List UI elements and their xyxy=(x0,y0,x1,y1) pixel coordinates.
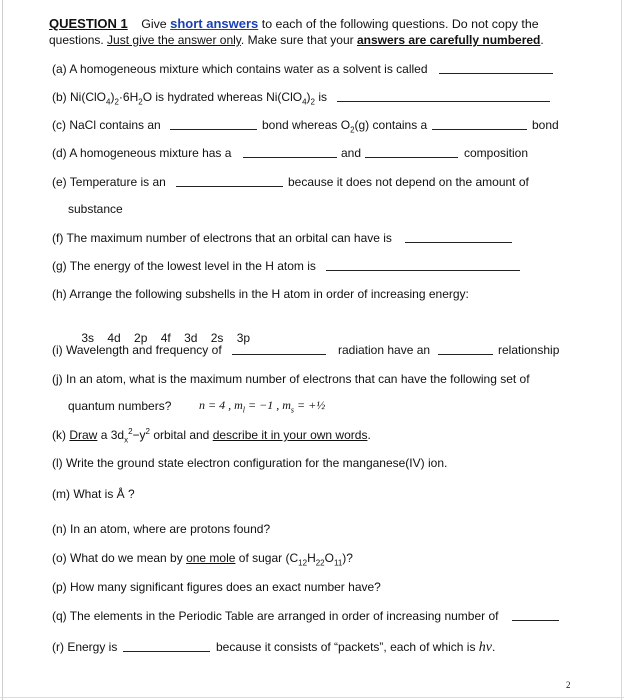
e-text-3: substance xyxy=(68,202,123,216)
intro-before: Give xyxy=(141,17,167,31)
r-text-3: . xyxy=(492,640,496,654)
question-h-text: (h) Arrange the following subshells in the H atom in order of increasing energy: xyxy=(52,287,469,301)
question-m xyxy=(52,486,135,502)
answer-blank-i-1[interactable] xyxy=(232,354,326,355)
question-j-cont xyxy=(68,398,171,414)
subshell-list-text: 3s 4d 2p 4f 3d 2s 3p xyxy=(81,331,251,345)
quantum-numbers xyxy=(199,397,325,413)
instructions-end: . xyxy=(540,33,544,47)
b-text-1: (b) Ni(ClO xyxy=(52,90,106,104)
question-k xyxy=(52,427,371,443)
k-text-3: −y xyxy=(132,428,146,442)
question-e xyxy=(52,174,166,190)
question-q-text: (q) The elements in the Periodic Table are arranged in order of increasing number of xyxy=(52,609,499,623)
o-text-1: (o) What do we mean by xyxy=(52,551,183,565)
c-text-2: bond whereas O xyxy=(262,118,351,132)
page-border-bottom xyxy=(0,697,624,698)
k-text-1: (k) xyxy=(52,428,66,442)
d-text-2: and xyxy=(341,146,362,160)
k-text-5: . xyxy=(367,428,371,442)
r-text-2: because it consists of “packets”, each of which is xyxy=(216,640,476,654)
j-sub-s: s xyxy=(290,405,294,415)
question-a xyxy=(52,61,428,77)
o-text-3: )? xyxy=(342,551,353,565)
question-e-cont xyxy=(68,201,123,217)
question-i-mid xyxy=(338,342,430,358)
question-r xyxy=(52,639,117,655)
question-j-cont-text: quantum numbers? xyxy=(68,399,172,413)
answer-blank-q[interactable] xyxy=(512,620,559,621)
question-d-mid xyxy=(341,145,361,161)
question-h xyxy=(52,286,469,302)
question-g xyxy=(52,258,316,274)
question-p xyxy=(52,579,381,595)
k-text-2: a 3d xyxy=(97,428,125,442)
answer-blank-a[interactable] xyxy=(439,73,553,74)
c-text-3: (g) contains a xyxy=(354,118,428,132)
question-l-text: (l) Write the ground state electron configuration for the manganese(IV) ion. xyxy=(52,456,448,470)
question-p-text: (p) How many significant figures does an exact number have? xyxy=(52,580,381,594)
question-c-mid xyxy=(262,117,427,133)
k-describe: describe it in your own words xyxy=(212,428,368,442)
question-j-text: (j) In an atom, what is the maximum number of electrons that can have the following set of xyxy=(52,372,530,386)
answer-blank-r[interactable] xyxy=(123,651,210,652)
c-sub: 2 xyxy=(350,125,355,135)
instructions-mid: . Make sure that your xyxy=(240,33,354,47)
answer-blank-i-2[interactable] xyxy=(438,354,493,355)
c-text-4: bond xyxy=(532,118,559,132)
question-f-text: (f) The maximum number of electrons that an orbital can have is xyxy=(52,231,392,245)
question-d xyxy=(52,145,231,161)
answer-blank-g[interactable] xyxy=(326,270,520,271)
instructions-start: questions. xyxy=(49,33,104,47)
question-n-text: (n) In an atom, where are protons found? xyxy=(52,522,271,536)
o-sub-o: 11 xyxy=(333,558,343,568)
o-h: H xyxy=(307,551,316,565)
d-text-3: composition xyxy=(464,146,529,160)
question-instructions xyxy=(49,32,544,48)
question-o xyxy=(52,550,353,566)
j-sub-l: l xyxy=(242,405,245,415)
o-sub-h: 22 xyxy=(315,558,325,568)
b-sub-1: 4 xyxy=(106,97,111,107)
e-text-2: because it does not depend on the amount of xyxy=(288,175,529,189)
o-text-2: of sugar (C xyxy=(235,551,299,565)
b-text-2: ) xyxy=(110,90,115,104)
question-m-text: (m) What is Å ? xyxy=(52,487,135,501)
intro-after: to each of the following questions. Do not copy the xyxy=(261,17,539,31)
b-text-5: ) xyxy=(306,90,311,104)
c-text-1: (c) NaCl contains an xyxy=(52,118,161,132)
question-r-end xyxy=(216,639,495,656)
b-text-6: is xyxy=(315,90,327,104)
question-d-end xyxy=(464,145,528,161)
answer-blank-b[interactable] xyxy=(337,101,550,102)
j-math-1: n = 4 , m xyxy=(199,398,243,412)
j-math-3: = +½ xyxy=(294,398,326,412)
o-one-mole: one mole xyxy=(186,551,236,565)
question-i xyxy=(52,342,222,358)
b-sub-3: 2 xyxy=(138,97,143,107)
k-draw: Draw xyxy=(69,428,98,442)
question-l xyxy=(52,455,447,471)
answer-blank-d-2[interactable] xyxy=(365,157,458,158)
k-sup-2: 2 xyxy=(145,427,150,436)
answer-blank-d-1[interactable] xyxy=(243,157,337,158)
question-b xyxy=(52,89,327,105)
b-text-4: O is hydrated whereas Ni(ClO xyxy=(142,90,303,104)
answer-blank-c-1[interactable] xyxy=(170,129,257,130)
answer-blank-c-2[interactable] xyxy=(432,129,527,130)
instructions-underlined: Just give the answer only xyxy=(107,33,241,47)
question-c-end xyxy=(532,117,559,133)
o-sub-c: 12 xyxy=(298,558,308,568)
question-i-end xyxy=(498,342,559,358)
question-g-text: (g) The energy of the lowest level in the H atom is xyxy=(52,259,316,273)
short-answers-emphasis: short answers xyxy=(170,16,259,31)
question-q xyxy=(52,608,498,624)
r-hv: hv xyxy=(478,640,493,655)
question-c xyxy=(52,117,161,133)
question-e-end xyxy=(288,174,529,190)
page-border-right xyxy=(621,0,622,700)
i-text-1: (i) Wavelength and frequency of xyxy=(52,343,222,357)
r-text-1: (r) Energy is xyxy=(52,640,118,654)
answer-blank-f[interactable] xyxy=(405,242,512,243)
page-number: 2 xyxy=(566,680,571,690)
o-o: O xyxy=(324,551,334,565)
question-f xyxy=(52,230,392,246)
question-title: QUESTION 1 xyxy=(49,16,128,31)
b-sub-2: 2 xyxy=(114,97,119,107)
e-text-1: (e) Temperature is an xyxy=(52,175,166,189)
b-sub-4: 4 xyxy=(302,97,307,107)
question-j xyxy=(52,371,530,387)
i-text-2: radiation have an xyxy=(338,343,431,357)
question-n xyxy=(52,521,270,537)
b-text-3: ·6H xyxy=(118,90,139,104)
page-border-left xyxy=(2,0,3,700)
instructions-bold: answers are carefully numbered xyxy=(356,33,541,47)
i-text-3: relationship xyxy=(498,343,560,357)
k-text-4: orbital and xyxy=(149,428,210,442)
question-header xyxy=(49,16,539,32)
j-math-2: = −1 , m xyxy=(245,398,291,412)
b-sub-5: 2 xyxy=(310,97,315,107)
k-sub-x: x xyxy=(124,435,129,445)
question-a-text: (a) A homogeneous mixture which contains water as a solvent is called xyxy=(52,62,428,76)
k-sup-1: 2 xyxy=(128,427,133,436)
answer-blank-e[interactable] xyxy=(176,186,283,187)
d-text-1: (d) A homogeneous mixture has a xyxy=(52,146,232,160)
